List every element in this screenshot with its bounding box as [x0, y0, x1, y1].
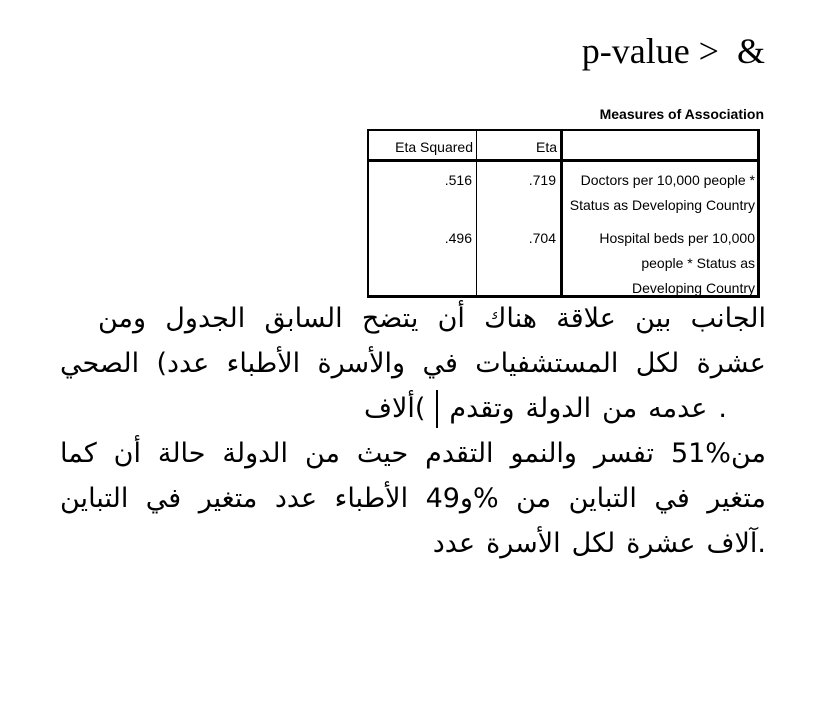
arabic-word: من [516, 483, 552, 514]
arabic-word: التباين [568, 483, 637, 514]
row-label-line: Developing Country [632, 280, 755, 295]
arabic-word: 51%من [670, 438, 766, 469]
eta-column-header: Eta [477, 131, 563, 162]
arabic-word: حيث [356, 438, 409, 469]
arabic-word: الدولة [525, 393, 592, 424]
arabic-word: الدولة [222, 438, 289, 469]
arabic-word: هناك [484, 303, 538, 334]
text-caret [436, 390, 438, 428]
row-label-line: Hospital beds per 10,000 [599, 230, 755, 246]
eta-squared-value-doctors: .516 [369, 162, 477, 220]
eta-value-doctors: .719 [477, 162, 563, 220]
arabic-word: عدد [432, 528, 476, 559]
arabic-word: والنمو [510, 438, 577, 469]
arabic-word: التقدم [425, 438, 494, 469]
arabic-word: السابق [264, 303, 343, 334]
measures-of-association-table [367, 129, 760, 298]
arabic-word: والأسرة [317, 348, 406, 379]
arabic-word: حالة [157, 438, 206, 469]
arabic-text-line-3 [60, 386, 766, 431]
arabic-word: لكل [571, 528, 616, 559]
row-label-line: Status as Developing Country [569, 197, 755, 213]
arabic-commentary[interactable] [0, 296, 837, 566]
arabic-word: لكل [635, 348, 680, 379]
arabic-word: الأطباء [226, 348, 301, 379]
arabic-word: ألاف( [363, 393, 426, 424]
arabic-word: متغير [707, 483, 766, 514]
arabic-word: و49% [425, 483, 499, 514]
arabic-word: من [304, 438, 340, 469]
arabic-word: يتضح [361, 303, 419, 334]
eta-squared-column-header: Eta Squared [369, 131, 477, 162]
eta-value-hospital-beds: .704 [477, 220, 563, 295]
arabic-word: المستشفيات [475, 348, 619, 379]
arabic-word: التباين [60, 483, 129, 514]
arabic-word: الأسرة [486, 528, 561, 559]
arabic-text-line-6 [60, 521, 766, 566]
arabic-word: في [145, 483, 182, 514]
arabic-word: متغير [198, 483, 258, 514]
row-label-hospital-beds [563, 220, 757, 295]
arabic-word: في [422, 348, 458, 379]
arabic-word: أن [113, 438, 141, 469]
table-caption: Measures of Association [599, 106, 764, 122]
arabic-word: عشرة [696, 348, 766, 379]
arabic-text-line-2 [60, 341, 766, 386]
arabic-word: الصحي [60, 348, 140, 379]
arabic-text-line-5 [60, 476, 766, 521]
arabic-word: عدد [274, 483, 318, 514]
arabic-word: كما [60, 438, 97, 469]
arabic-word: عدمه [648, 393, 708, 424]
arabic-word: بين [635, 303, 672, 334]
arabic-word: . [718, 393, 727, 424]
arabic-word: علاقة [556, 303, 616, 334]
arabic-word: وتقدم [449, 393, 515, 424]
arabic-text-line-4 [60, 431, 766, 476]
arabic-word: تفسر [593, 438, 655, 469]
eta-squared-value-hospital-beds: .496 [369, 220, 477, 295]
arabic-word: ومن [98, 303, 147, 334]
row-label-column-header [563, 131, 757, 162]
arabic-word: في [654, 483, 690, 514]
arabic-word: الجدول [165, 303, 246, 334]
row-label-line: Doctors per 10,000 people * [580, 172, 755, 188]
arabic-word: آلاف. [706, 528, 766, 559]
arabic-text-line-1 [98, 296, 766, 341]
arabic-word: الأطباء [334, 483, 409, 514]
page-title: p-value > & [581, 31, 765, 71]
arabic-word: أن [437, 303, 465, 334]
arabic-word: من [602, 393, 638, 424]
arabic-word: (عدد [156, 348, 210, 379]
row-label-doctors [563, 162, 757, 220]
arabic-word: عشرة [626, 528, 696, 559]
arabic-word: الجانب [690, 303, 766, 334]
row-label-line: people * Status as [641, 255, 755, 271]
